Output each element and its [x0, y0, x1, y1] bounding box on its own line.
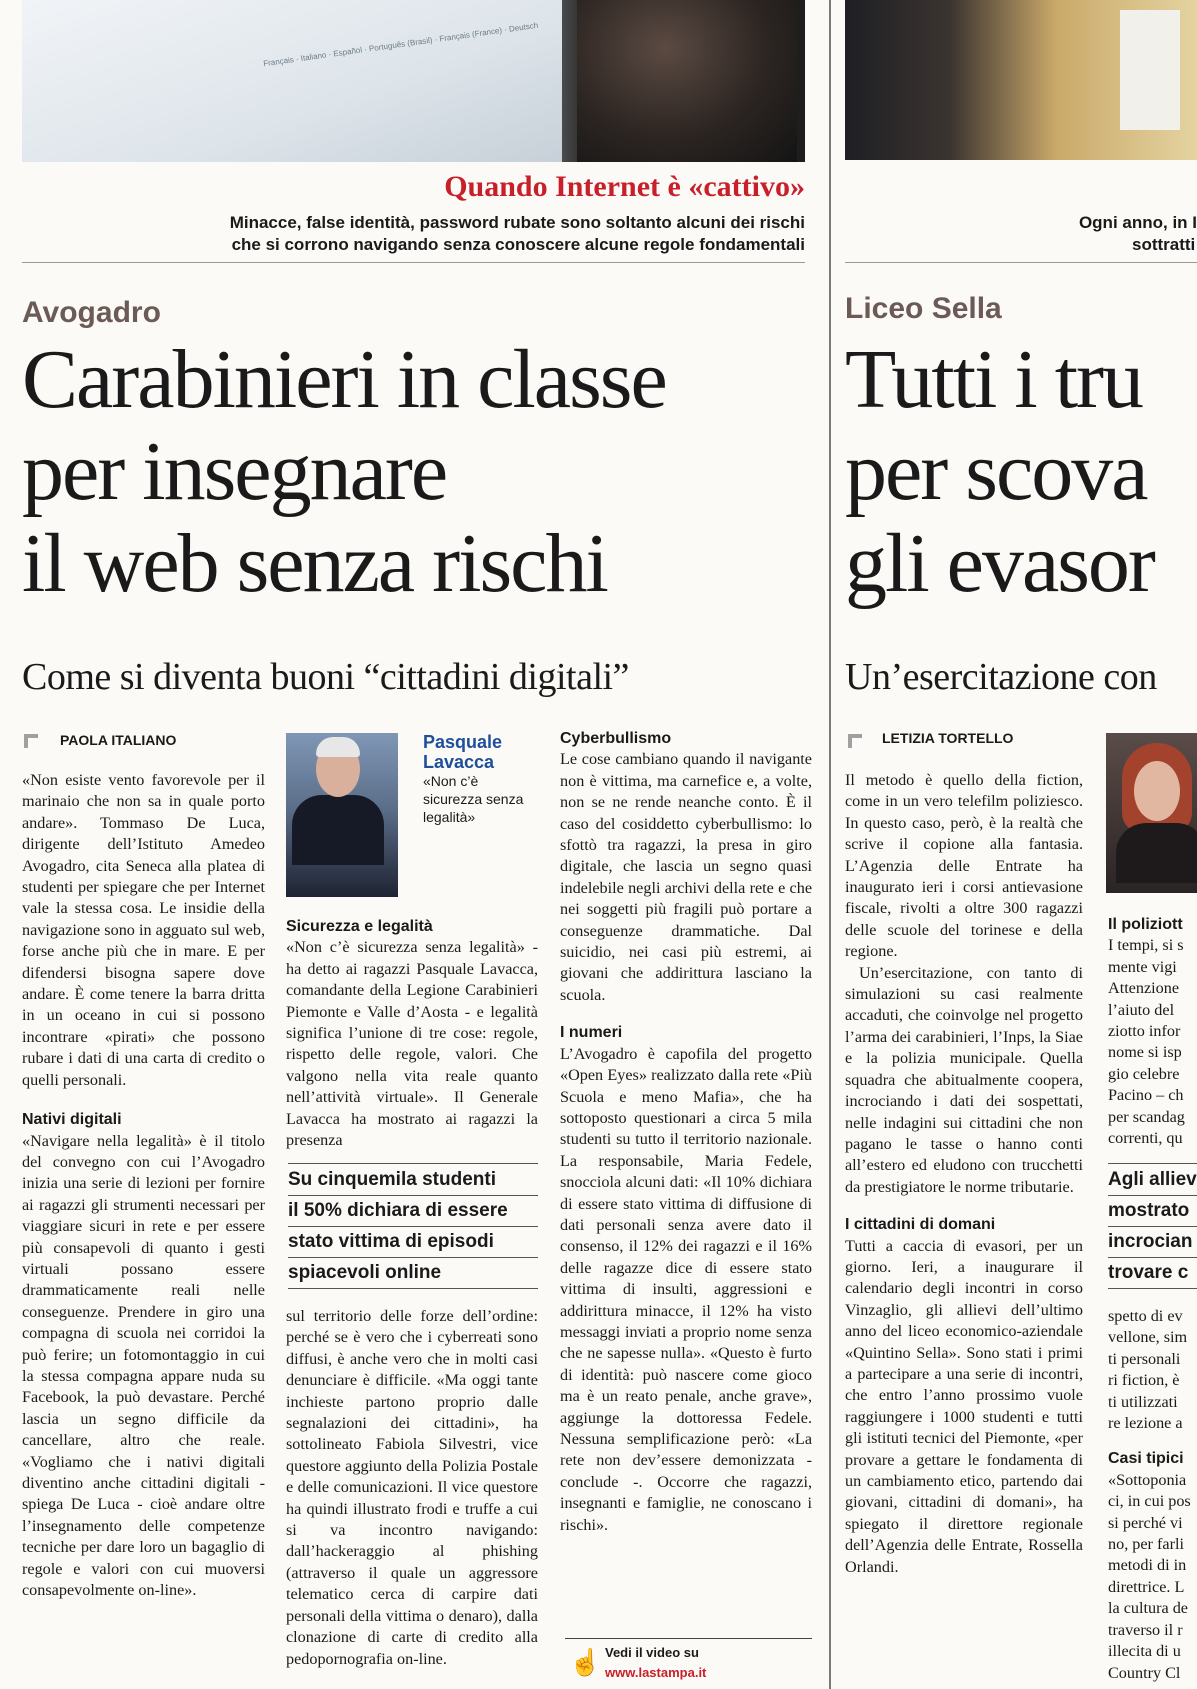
headline-line: il web senza rischi [22, 517, 607, 610]
pull-rule [288, 1163, 538, 1164]
quote-name [423, 732, 541, 772]
pull-line: mostrato [1108, 1196, 1197, 1227]
text-line: per scandag [1108, 1107, 1185, 1126]
text-line: illecita di u [1108, 1642, 1181, 1661]
text-line: I tempi, si s [1108, 936, 1184, 955]
paragraph: «Non esiste vento favorevole per il marinaio che non sa in quale porto andare». Tommaso De Luca, dirigente dell’Istituto Amedeo Avogadro, cita Seneca alla platea di studenti per spiegare che per Internet vale la stessa cosa. Le insidie della navigazione sono in agguato sul web, forse anche più che in mare. E per difendersi bisogna sapere dove andare. È come tenere la barra dritta in un oceano in cui si possono incontrare «pirati» che possono rubare i dati di una carta di credito o quelli personali. [22, 771, 265, 1089]
caption-line: Minacce, false identità, password rubate sono soltanto alcuni dei rischi [229, 213, 805, 232]
text-line: Attenzione [1108, 979, 1180, 998]
right-headline [845, 334, 1197, 610]
receipt-photo [845, 0, 1197, 160]
column-divider [829, 0, 831, 1689]
text-line: correnti, qu [1108, 1129, 1183, 1148]
pull-line: spiacevoli online [288, 1258, 538, 1289]
text-line: «Sottoponia [1108, 1470, 1187, 1489]
quote-name-line: Pasquale [423, 732, 503, 752]
text-line: ti utilizzati [1108, 1392, 1178, 1411]
headline-line: per insegnare [22, 425, 447, 518]
receipt-image [1120, 10, 1180, 130]
pull-line: stato vittima di episodi [288, 1227, 538, 1258]
subheading: Casi tipici [1108, 1450, 1184, 1468]
hand-image [577, 0, 797, 162]
text-line: l’aiuto del [1108, 1000, 1175, 1019]
text-line: la cultura de [1108, 1599, 1188, 1618]
article-column-3 [560, 728, 812, 1536]
byline-mark [848, 734, 862, 748]
article-column-2-top [286, 916, 538, 1151]
subheading: Cyberbullismo [560, 730, 672, 747]
photo-caption-title: Quando Internet è «cattivo» [444, 170, 805, 203]
section-label: Avogadro [22, 296, 161, 329]
video-link[interactable] [565, 1638, 812, 1683]
paragraph: Il metodo è quello della fiction, come in un vero telefilm poliziesco. In questo caso, però, è la realtà che scrive il copione alla fantasia. L’Agenzia delle Entrate ha inaugurato ieri i corsi antievasione fiscale, rivolti a oltre 300 ragazzi delle scuole del torinese e della regione. [845, 771, 1083, 961]
article-column-2-bottom [286, 1306, 538, 1670]
hand-pointer-icon: ☝ [569, 1647, 602, 1677]
right-section-label: Liceo Sella [845, 292, 1002, 325]
caption-line: sottratti [1132, 235, 1196, 254]
text-line: gio celebre [1108, 1064, 1180, 1083]
right-pull-rule [1108, 1163, 1197, 1164]
text-line: re lezione a [1108, 1414, 1183, 1433]
text-line: nome si isp [1108, 1043, 1182, 1062]
article-column-1 [22, 770, 265, 1601]
text-line: ziotto infor [1108, 1022, 1181, 1041]
quote-name-line: Lavacca [423, 752, 495, 772]
byline: PAOLA ITALIANO [60, 732, 177, 748]
text-line: ci, in cui pos [1108, 1492, 1191, 1511]
caption-line: Ogni anno, in I [1078, 213, 1197, 232]
right-column-2-bottom [1108, 1306, 1197, 1684]
video-label: Vedi il video su [605, 1645, 699, 1660]
right-header-rule [845, 262, 1197, 263]
text-line: traverso il r [1108, 1620, 1183, 1639]
pull-line: incrocian [1108, 1227, 1197, 1258]
paragraph: «Navigare nella legalità» è il titolo del convegno con cui l’Avogadro inizia una serie di lezioni per fornire ai ragazzi gli strumenti necessari per viaggiare sicuri in rete e per essere più consapevoli di quanto i gesti virtuali possano essere drammaticamente reali nelle conseguenze. Prendere in giro una compagna di scuola nei corridoi la può ferire; un fotomontaggio in cui la stessa compagna appare nuda su Facebook, la può devastare. Perché lascia un segno difficile da cancellare, altro che reale. «Vogliamo che i nativi digitali diventino anche cittadini digitali - spiega De Luca - cioè andare oltre l’insegnamento delle competenze tecniche per dare loro un bagaglio di regole e valori con cui muoversi consapevolmente on-line». [22, 1131, 265, 1600]
paragraph: L’Avogadro è capofila del progetto «Open Eyes» realizzato dalla rete «Più Scuola e meno Mafia», che ha sottoposto questionari a circa 5 mila studenti su tutto il territorio nazionale. La responsabile, Maria Fedele, snocciola alcuni dati: «Il 10% dichiara di essere stato vittima di diffusione di dati personali senza avere dato il consenso, il 12% dei ragazzi e il 16% delle ragazze dice di essere stato vittima di insulti, aggressioni e addirittura minacce, il 12% ha visto messaggi inviati a proprio nome senza che ne sapesse nulla». «Questo è furto di identità: può nascere come gioco ma è un reato penale, anche grave», aggiunge la dottoressa Fedele. Nessuna semplificazione però: «La rete non dev’essere demonizzata - conclude -. Occorre che ragazzi, insegnanti e famiglie, ne conoscano i rischi». [560, 1044, 812, 1534]
right-column-1 [845, 770, 1083, 1578]
subheading: Nativi digitali [22, 1111, 122, 1129]
text-line: spetto di ev [1108, 1307, 1183, 1325]
subheading: Il poliziott [1108, 916, 1183, 933]
language-list-image: Français · Italiano · Español · Português (Brasil) · Français (France) · Deutsch [262, 20, 539, 69]
text-line: metodi di in [1108, 1556, 1187, 1575]
quote-box [423, 732, 541, 826]
headline-line: Carabinieri in classe [22, 333, 666, 426]
paragraph: Tutti a caccia di evasori, per un giorno. Ieri, a inaugurare il calendario degli incontri in corso Vinzaglio, gli allievi dell’ultimo anno del liceo economico-aziendale «Quintino Sella». Sono stati i primi a partecipare a una serie di incontri, che entro l’anno prossimo vuole raggiungere i 1000 studenti e tutti gli istituti tecnici del Piemonte, «per provare a gettare le fondamenta di un cambiamento etico, partendo dai giovani, cittadini di domani», ha spiegato il direttore regionale dell’Agenzia delle Entrate, Rossella Orlandi. [845, 1236, 1083, 1576]
right-deck: Un’esercitazione con [845, 656, 1157, 698]
paragraph: «Non c’è sicurezza senza legalità» - ha detto ai ragazzi Pasquale Lavacca, comandante della Legione Carabinieri Piemonte e Valle d’Aosta - e legalità significa l’unione di tre cose: regole, rispetto delle regole, valori. Che valgono nella vita reale quanto nell’attività virtuale». Il Generale Lavacca ha mostrato ai ragazzi la presenza [286, 938, 538, 1150]
right-column-2-top [1108, 914, 1197, 1149]
header-rule [22, 262, 805, 263]
caption-line: che si corrono navigando senza conoscere alcune regole fondamentali [231, 235, 805, 254]
paragraph: sul territorio delle forze dell’ordine: perché se è vero che i cyberreati sono diffusi, è anche vero che in molti casi denunciare è difficile. «Ma oggi tante inchieste partono proprio dalle segnalazioni dei cittadini», ha sottolineato Fabiola Silvestri, vice questore aggiunto della Polizia Postale e delle comunicazioni. Il vice questore ha quindi illustrato frodi e truffe a cui si va incontro navigando: dall’hackeraggio al phishing (attraverso il quale un aggressore telematico cerca di carpire dati personali della vittima o denaro), dalla clonazione di carte di credito alla pedopornografia on-line. [286, 1307, 538, 1668]
deck: Come si diventa buoni “cittadini digitali” [22, 656, 629, 698]
orlandi-portrait [1106, 733, 1197, 893]
pull-line: trovare c [1108, 1258, 1197, 1289]
text-line: ti personali [1108, 1349, 1181, 1368]
text-line: Country Cl [1108, 1663, 1181, 1682]
text-line: vellone, sim [1108, 1328, 1188, 1347]
headline-line: Tutti i tru [845, 334, 1143, 426]
subheading: I numeri [560, 1024, 623, 1042]
internet-photo [22, 0, 805, 162]
text-line: no, per farli [1108, 1535, 1184, 1554]
headline [22, 334, 666, 610]
browser-screen-image [22, 0, 562, 162]
text-line: direttrice. L [1108, 1577, 1185, 1596]
subheading: Sicurezza e legalità [286, 918, 433, 935]
headline-line: gli evasor [845, 517, 1154, 610]
text-line: ri fiction, è [1108, 1371, 1180, 1390]
byline-mark [24, 734, 38, 748]
text-line: si perché vi [1108, 1513, 1183, 1532]
paragraph: Un’esercitazione, con tanto di simulazioni su casi realmente accaduti, che coinvolge nel progetto l’arma dei carabinieri, l’Inps, la Siae e la polizia municipale. Quella squadra che abitualmente coopera, incrociando i dati dei sospettati, nelle indagini sui cittadini che non pagano le tasse o hanno conti all’estero ed eludono con trucchetti da prestigiatore le norme tributarie. [845, 963, 1083, 1196]
video-url[interactable]: www.lastampa.it [605, 1665, 707, 1680]
right-caption-text [1040, 212, 1197, 256]
pull-quote [288, 1165, 538, 1289]
pull-line: Agli alliev [1108, 1165, 1197, 1196]
quote-text: «Non c’è sicurezza senza legalità» [423, 773, 524, 825]
subheading: I cittadini di domani [845, 1216, 996, 1234]
pull-line: il 50% dichiara di essere [288, 1196, 538, 1227]
text-line: Pacino – ch [1108, 1086, 1184, 1105]
lavacca-portrait [286, 733, 398, 897]
photo-caption-text [22, 212, 805, 256]
headline-line: per scova [845, 425, 1147, 518]
pull-line: Su cinquemila studenti [288, 1165, 538, 1196]
right-byline: LETIZIA TORTELLO [882, 730, 1014, 746]
paragraph: Le cose cambiano quando il navigante non è vittima, ma carnefice e, a volte, non se ne rende neanche conto. È il caso del cosiddetto cyberbullismo: lo sfottò tra ragazzi, la presa in giro digitale, che lascia un segno quasi indelebile negli archivi della rete e che nei soggetti più fragili può portare a conseguenze drammatiche. Dal suicidio, nei casi più estremi, ai giovani che addirittura lasciano la scuola. [560, 750, 812, 1004]
right-pull-quote [1108, 1165, 1197, 1289]
text-line: mente vigi [1108, 957, 1177, 976]
